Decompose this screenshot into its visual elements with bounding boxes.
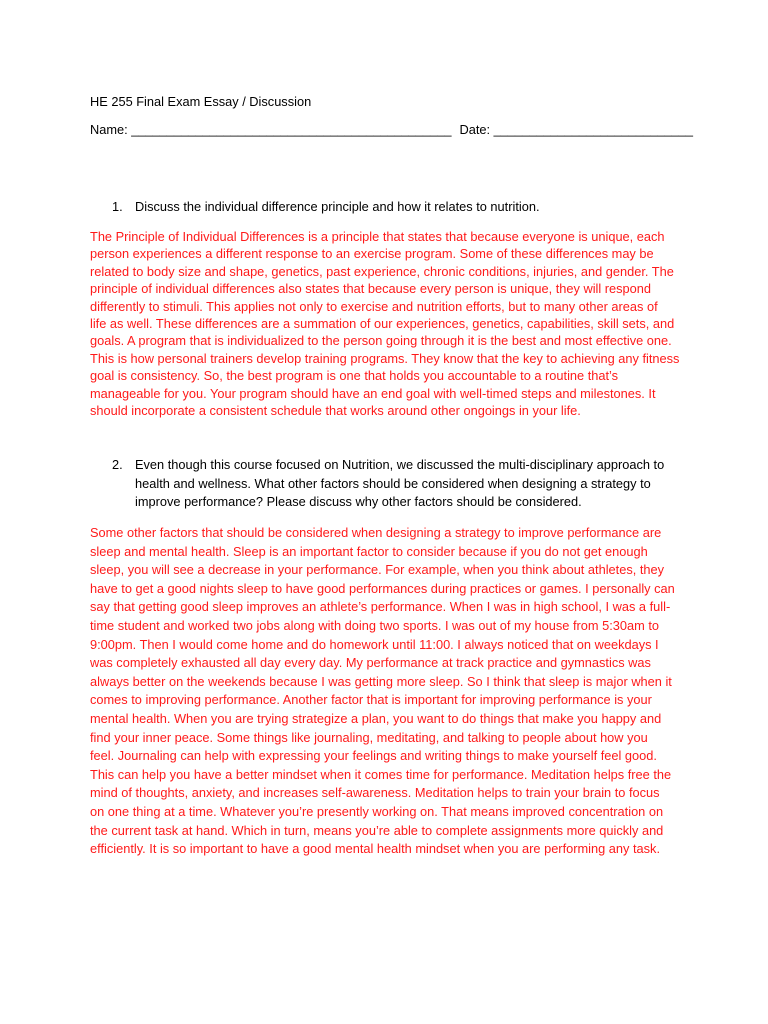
answer-2: Some other factors that should be considered when designing a strategy to improve performance are sleep and mental health. Sleep is an important factor to consider because if you do not get enough sleep, you will see a decrease in your performance. For example, when you think about athletes, they have to get a good nights sleep to have good performances during practices or games. I personally can say that getting good sleep improves an athlete’s performance. When I was in high school, I was a full- time student and worked two jobs along with doing two sports. I was out of my house from 5:30am to 9:00pm. Then I would come home and do homework until 11:00. I always noticed that on weekdays I was completely exhausted all day every day. My performance at track practice and gymnastics was always better on the weekends because I was getting more sleep. So I think that sleep is major when it comes to improving performance. Another factor that is important for improving performance is your mental health. When you are trying strategize a plan, you want to do things that make you happy and find your inner peace. Some things like journaling, meditating, and talking to people about how you feel. Journaling can help with expressing your feelings and writing things to make yourself feel good. This can help you have a better mindset when it comes time for performance. Meditation helps free the mind of thoughts, anxiety, and increases self-awareness. Meditation helps to train your brain to focus on one thing at a time. Whatever you’re presently working on. That means improved concentration on the current task at hand. Which in turn, means you’re able to complete assignments more quickly and efficiently. It is so important to have a good mental health mindset when you are performing any task. bbox=[90, 525, 675, 857]
name-date-row bbox=[90, 121, 693, 139]
answer-1: The Principle of Individual Differences is a principle that states that because everyone is unique, each person experiences a different response to an exercise program. Some of these differences may be related to body size and shape, genetics, past experience, chronic conditions, injuries, and gender. The principle of individual differences also states that because every person is unique, they will respond differently to stimuli. This applies not only to exercise and nutrition efforts, but to many other areas of life as well. These differences are a summation of our experiences, genetics, capabilities, skill sets, and goals. A program that is individualized to the person going through it is the best and most effective one. This is how personal trainers develop training programs. They know that the key to achieving any fitness goal is consistency. So, the best program is one that holds you accountable to a routine that’s manageable for you. Your program should have an end goal with well-timed steps and milestones. It should incorporate a consistent schedule that works around other ongoings in your life. bbox=[90, 229, 680, 419]
question-2 bbox=[112, 456, 672, 512]
question-number: 2. bbox=[112, 457, 123, 472]
question-text: Discuss the individual difference principle and how it relates to nutrition. bbox=[135, 199, 540, 214]
question-number: 1. bbox=[112, 199, 123, 214]
question-1 bbox=[112, 198, 672, 217]
document-title: HE 255 Final Exam Essay / Discussion bbox=[90, 94, 312, 109]
name-field-label: Name: _____________________________________________ bbox=[90, 122, 452, 137]
date-field-label: Date: ____________________________ bbox=[459, 122, 693, 137]
question-text: Even though this course focused on Nutrition, we discussed the multi-disciplinary approach to health and wellness. What other factors should be considered when designing a strategy to improve performance? Please discuss why other factors should be considered. bbox=[135, 457, 665, 510]
